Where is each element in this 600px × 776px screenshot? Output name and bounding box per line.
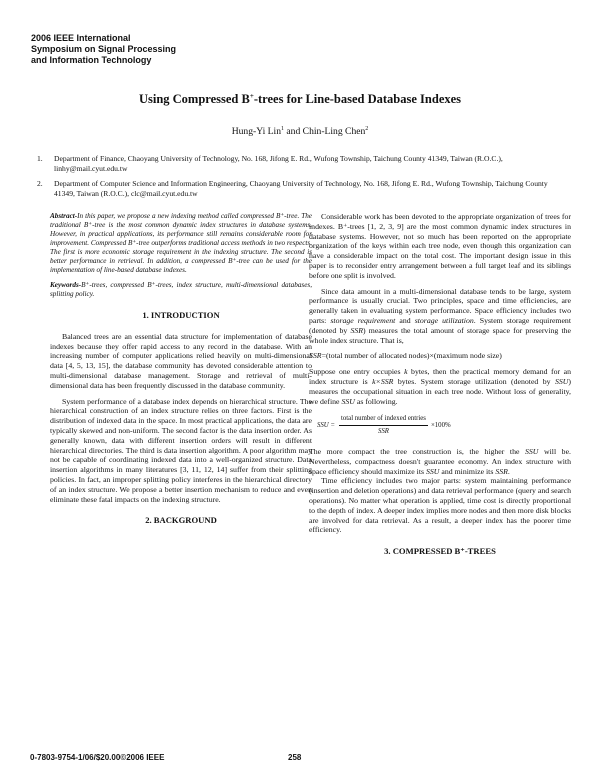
text-run: Suppose one entry occupies [309,367,405,377]
conference-line-3: and Information Technology [31,55,152,65]
conference-line-2: Symposium on Signal Processing [31,44,177,54]
section-heading-introduction: 1. INTRODUCTION [142,310,220,320]
affiliation-text: Department of Computer Science and Information Engineering, Chaoyang University of Technology, No. 168, Jifong E. Rd., Wufong Township, Taichung County 41349, Taiwan (R.O.C.), clc@mail.cyut.edu.tw [54,178,548,199]
symbol-ssu: SSU [341,396,355,406]
author-2-affil-mark: 2 [365,126,369,132]
conference-line-1: 2006 IEEE International [31,33,131,43]
equation-ssu [317,414,571,437]
text-run: . System storage requirement (denoted by [309,315,571,335]
equation-ssu-lhs: SSU = [317,421,335,429]
keywords [50,281,312,299]
section-heading-compressed-btrees: 3. COMPRESSED B⁺-TREES [384,546,496,557]
text-run: Since data amount in a multi-dimensional database tends to be large, system performance is usually crucial. Two principles, space and time efficiencies, are generally taken in evaluating system performance. Space efficiency includes two parts: [309,286,571,325]
text-run: . [507,466,510,476]
symbol-k: k [404,367,408,377]
intro-paragraph-4 [309,287,571,346]
text-run: ) measures the occupational situation in each tree node. Without loss of generality, we define [309,376,572,406]
page-number: 258 [288,753,302,762]
author-1: Hung-Yi Lin [231,126,282,138]
symbol-ssr: SSR [495,466,508,476]
section-heading-background: 2. BACKGROUND [145,515,217,526]
symbol-ssu: SSU [426,466,440,476]
equation-ssu-rhs: ×100% [430,421,451,429]
right-column [309,212,571,568]
intro-paragraph-5 [309,367,571,406]
intro-paragraph-7: Time efficiency includes two major parts: system maintaining performance (insertion and deletion operations) and data retrieval performance (query and search operations). No matter what operation is applied, time cost is directly proportional to the depth of index. A deeper index implies more nodes and then more disk blocks are involved for data retrieval. As a result, a deeper index has the poorer time efficiency. [309,476,572,535]
text-run: The more compact the tree construction is, the higher the [309,446,525,456]
text-run: as following. [354,396,398,406]
abstract [50,212,312,275]
intro-paragraph-3: Considerable work has been devoted to the appropriate organization of trees for indexes. B⁺-trees [1, 2, 3, 9] are the most common dynamic index structures in database systems. However, not so much has been reported on the appropriate organization of the keys within each tree node, even though this organization can have a considerable impact on the total cost. The important design issue in this paper is to reconsider entry arrangement between a full target leaf and its siblings before one split is involved. [309,212,571,280]
term-storage-utilization: storage utilization [414,315,474,325]
intro-paragraph-6 [309,447,571,476]
text-run: bytes, then the practical memory demand for an index structure is [309,367,571,386]
copyright-footer: 0-7803-9754-1/06/$20.00©2006 IEEE [30,753,165,762]
author-2: Chin-Ling Chen [302,126,366,138]
title-superscript: + [249,92,254,100]
abstract-text: In this paper, we propose a new indexing method called compressed B⁺-tree. The traditional B⁺-tree is the most common dynamic index structures in database systems. However, in practical applications, its performance still remains considerable room for improvement. Compressed B⁺-tree outperforms traditional access methods in two respects. The first is more economic storage requirement in the indexing structure. The second is better performance in retrieval. In addition, a compressed B⁺-tree can be used for the implementation of line-based database indexes. [50,212,312,274]
equation-ssu-fraction [339,414,428,437]
abstract-label: Abstract- [50,212,78,220]
intro-paragraph-2: System performance of a database index depends on hierarchical structure. The hierarchical construction of an index structure relies on three factors. First is the distribution of indexed data in the space. In most practical applications, the data are typically skewed and non-uniform. The second factor is the data insertion order. As generally known, data with different insertion orders will result in different hierarchical directories. The third is data insertion algorithm. A poor algorithm may not be capable of coordinating indexed data into a well-organized structure. Data insertion algorithms in many literatures [3, 11, 12, 14] suffer from their splitting policies. In fact, an improper splitting policy interferes in the hierarchical directory of an index structure. We propose a better insertion mechanism to reduce and even eliminate these fatal impacts on the indexing structure. [50,396,312,504]
equation-ssr-rhs: =(total number of allocated nodes)×(maximum node size) [321,351,502,361]
intro-paragraph-1: Balanced trees are an essential data structure for implementation of database indexes because they offer rapid access to any record in the database. With an increasing number of computer applications relied heavily on multi-dimensional data [4, 5, 13, 15], the database community has devoted considerable attention to multi-dimensional database management. Storage and retrieval of multi-dimensional data has been frequently discussed in the database community. [50,331,312,390]
affiliation-item [37,179,567,200]
symbol-k-ssr: k×SSR [372,376,394,386]
equation-ssr [309,351,571,361]
symbol-ssu: SSU [554,376,569,386]
affiliation-list [37,154,567,204]
author-line [0,126,600,137]
keywords-text: B⁺-trees, compressed B⁺-trees, index structure, multi-dimensional databases, splitting policy. [50,281,312,298]
paper-title [0,92,600,107]
text-run: ) measures the total amount of storage space for preserving the whole index structure. That is, [309,325,571,345]
title-text-post: -trees for Line-based Database Indexes [253,92,462,107]
fraction-denominator: SSR [377,428,389,436]
conference-header [31,33,176,66]
text-run: will be. Nevertheless, compactness doesn't guarantee economy. An index structure with space efficiency should maximize its [309,446,571,476]
author-1-affil-mark: 1 [281,126,285,132]
text-run: and minimize its [439,466,496,476]
author-conjunction: and [284,126,303,138]
text-run: bytes. System storage utilization (denoted by [393,376,555,386]
symbol-ssu: SSU [525,446,539,456]
affiliation-item [37,154,567,175]
title-text-pre: Using Compressed B [138,92,250,107]
keywords-label: Keywords- [50,281,82,289]
text-run: and [395,315,415,325]
left-column [50,212,312,537]
symbol-ssr: SSR [350,325,363,335]
affiliation-number: 2. [37,178,43,188]
affiliation-text: Department of Finance, Chaoyang University of Technology, No. 168, Jifong E. Rd., Wufong Township, Taichung County 41349, Taiwan (R.O.C.), linhy@mail.cyut.edu.tw [54,154,503,174]
fraction-numerator: total number of indexed entries [339,414,428,426]
equation-ssr-lhs: SSR [309,351,322,361]
affiliation-number: 1. [37,154,43,163]
term-storage-requirement: storage requirement [330,315,396,325]
